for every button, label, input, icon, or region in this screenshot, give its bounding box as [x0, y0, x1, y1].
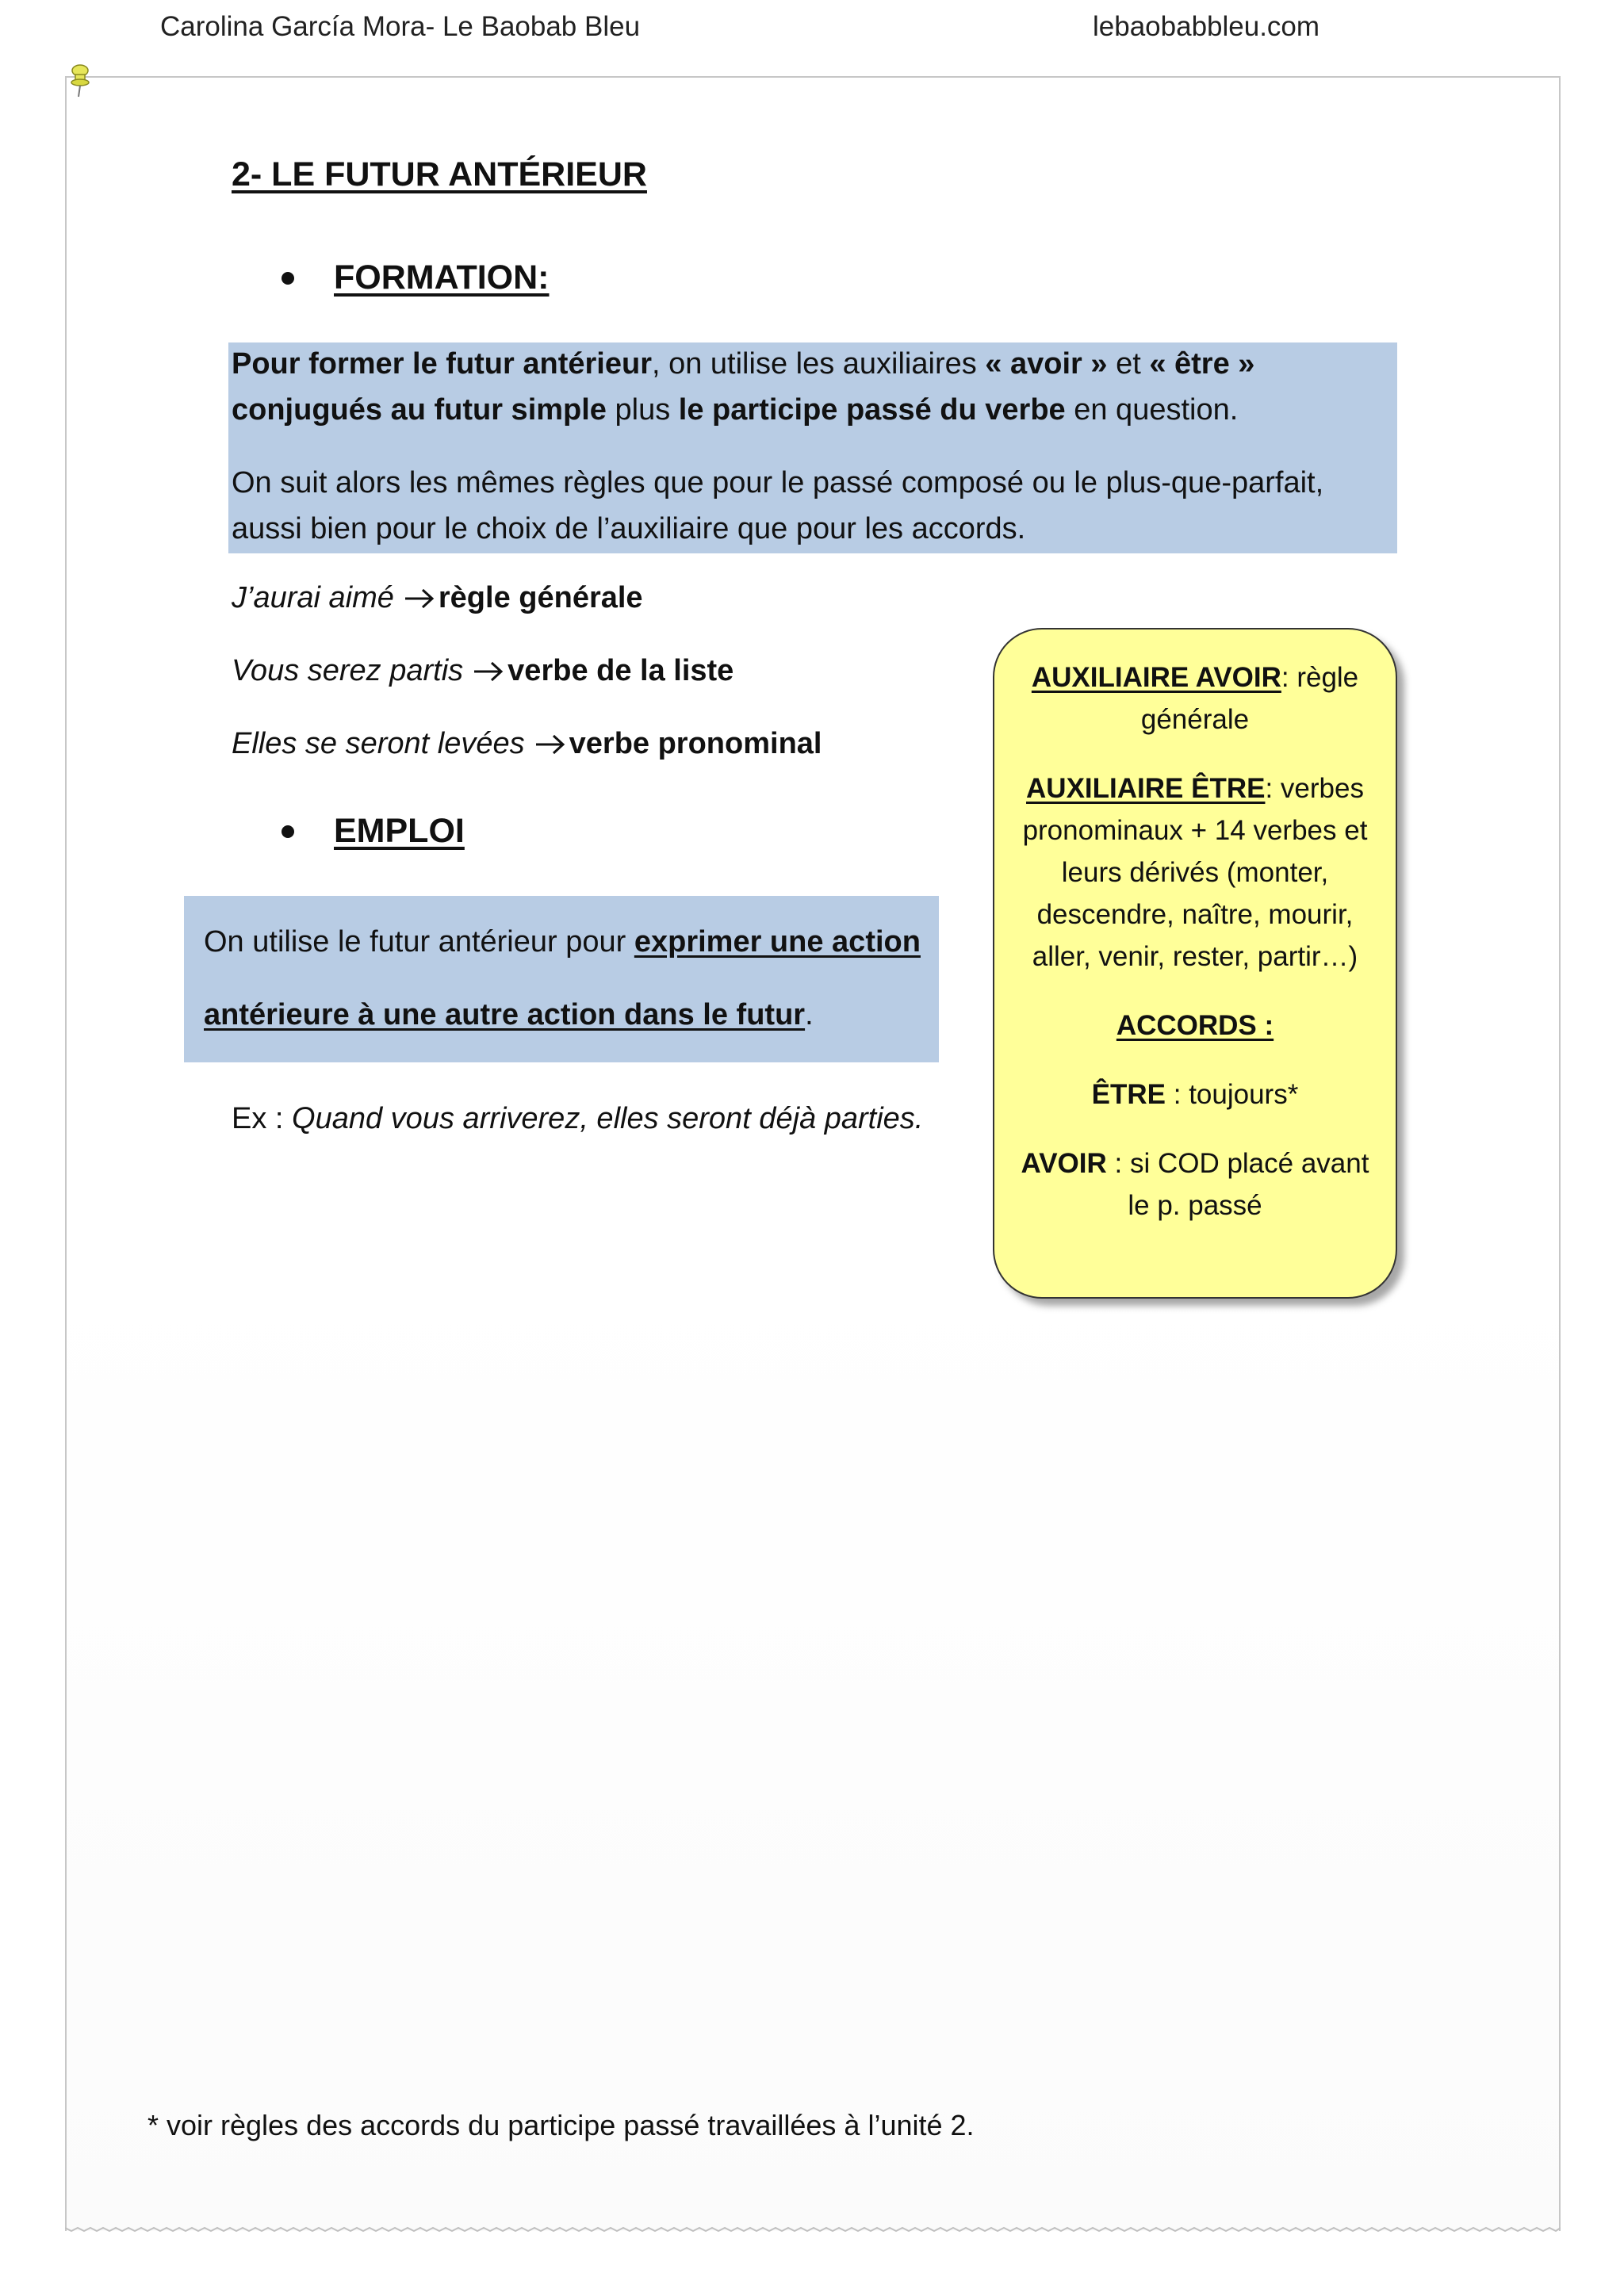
emploi-heading: [282, 812, 465, 851]
emploi-example-text: Quand vous arriverez, elles seront déjà parties.: [292, 1102, 924, 1135]
arrow-right-icon: [473, 660, 504, 683]
sidebox-accords: [1018, 1004, 1372, 1047]
example-line: [232, 727, 822, 761]
torn-edge: [65, 2223, 1561, 2234]
emploi-s1: On utilise le futur antérieur pour: [204, 925, 634, 959]
example-phrase: Elles se seront levées: [232, 727, 525, 760]
formation-paragraph-1: [232, 341, 1397, 433]
sidebox-avoir-label: AUXILIAIRE AVOIR: [1031, 662, 1281, 693]
example-rule: verbe de la liste: [508, 654, 734, 687]
example-rule: verbe pronominal: [569, 727, 822, 760]
arrow-right-icon: [404, 587, 435, 610]
example-phrase: J’aurai aimé: [232, 581, 394, 614]
formation-p1-s1: Pour former le futur antérieur: [232, 347, 652, 381]
emploi-s2: exprimer une action antérieure à une autre action dans le futur: [204, 925, 921, 1031]
page-title: 2- LE FUTUR ANTÉRIEUR: [232, 155, 647, 193]
sidebox-etre2-label: ÊTRE: [1091, 1079, 1166, 1110]
sidebox-etre2-text: : toujours*: [1166, 1079, 1299, 1110]
formation-p1-s6: plus: [606, 393, 679, 427]
formation-p1-s8: en question.: [1065, 393, 1239, 427]
sidebox-avoir2-text: : si COD placé avant le p. passé: [1106, 1148, 1369, 1221]
formation-paragraph-2: On suit alors les mêmes règles que pour le passé composé ou le plus-que-parfait, aussi bien pour le choix de l’auxiliaire que pour les accords.: [232, 466, 1324, 545]
emploi-heading-text: EMPLOI: [334, 812, 465, 850]
emploi-example-label: Ex :: [232, 1102, 293, 1135]
example-line: [232, 581, 643, 615]
formation-p1-s2: , on utilise les auxiliaires: [651, 347, 986, 381]
arrow-right-icon: [534, 733, 566, 756]
header-right: lebaobabbleu.com: [1093, 11, 1320, 42]
formation-p1-s7: le participe passé du verbe: [678, 393, 1066, 427]
formation-heading: [282, 258, 549, 297]
sidebox-avoir-text: : règle générale: [1140, 662, 1359, 735]
footnote: * voir règles des accords du participe passé travaillées à l’unité 2.: [147, 2109, 975, 2141]
formation-p1-s5: « être » conjugués au futur simple: [232, 347, 1255, 427]
example-rule: règle générale: [438, 581, 643, 614]
rules-sidebox: [993, 628, 1397, 1299]
bullet-icon: [282, 272, 294, 285]
sidebox-accords-label: ACCORDS :: [1116, 1010, 1274, 1041]
sidebox-avoir-accord: [1018, 1142, 1372, 1226]
sidebox-etre: [1018, 767, 1372, 978]
pushpin-icon: [68, 63, 92, 98]
sidebox-etre-label: AUXILIAIRE ÊTRE: [1026, 773, 1266, 804]
emploi-s3: .: [805, 998, 814, 1031]
emploi-example: [232, 1102, 923, 1136]
sidebox-etre-text: : verbes pronominaux + 14 verbes et leurs dérivés (monter, descendre, naître, mourir, aller, venir, rester, partir…): [1022, 773, 1368, 972]
sidebox-avoir2-label: AVOIR: [1021, 1148, 1107, 1179]
emploi-paragraph: [204, 905, 933, 1051]
sidebox-etre-accord: [1018, 1073, 1372, 1115]
sidebox-avoir: [1018, 656, 1372, 740]
formation-p1-s3: « avoir »: [985, 347, 1108, 381]
example-phrase: Vous serez partis: [232, 654, 464, 687]
formation-p1-s4: et: [1107, 347, 1150, 381]
formation-heading-text: FORMATION:: [334, 258, 550, 297]
bullet-icon: [282, 825, 294, 838]
example-line: [232, 654, 733, 688]
header-left: Carolina García Mora- Le Baobab Bleu: [160, 11, 641, 42]
